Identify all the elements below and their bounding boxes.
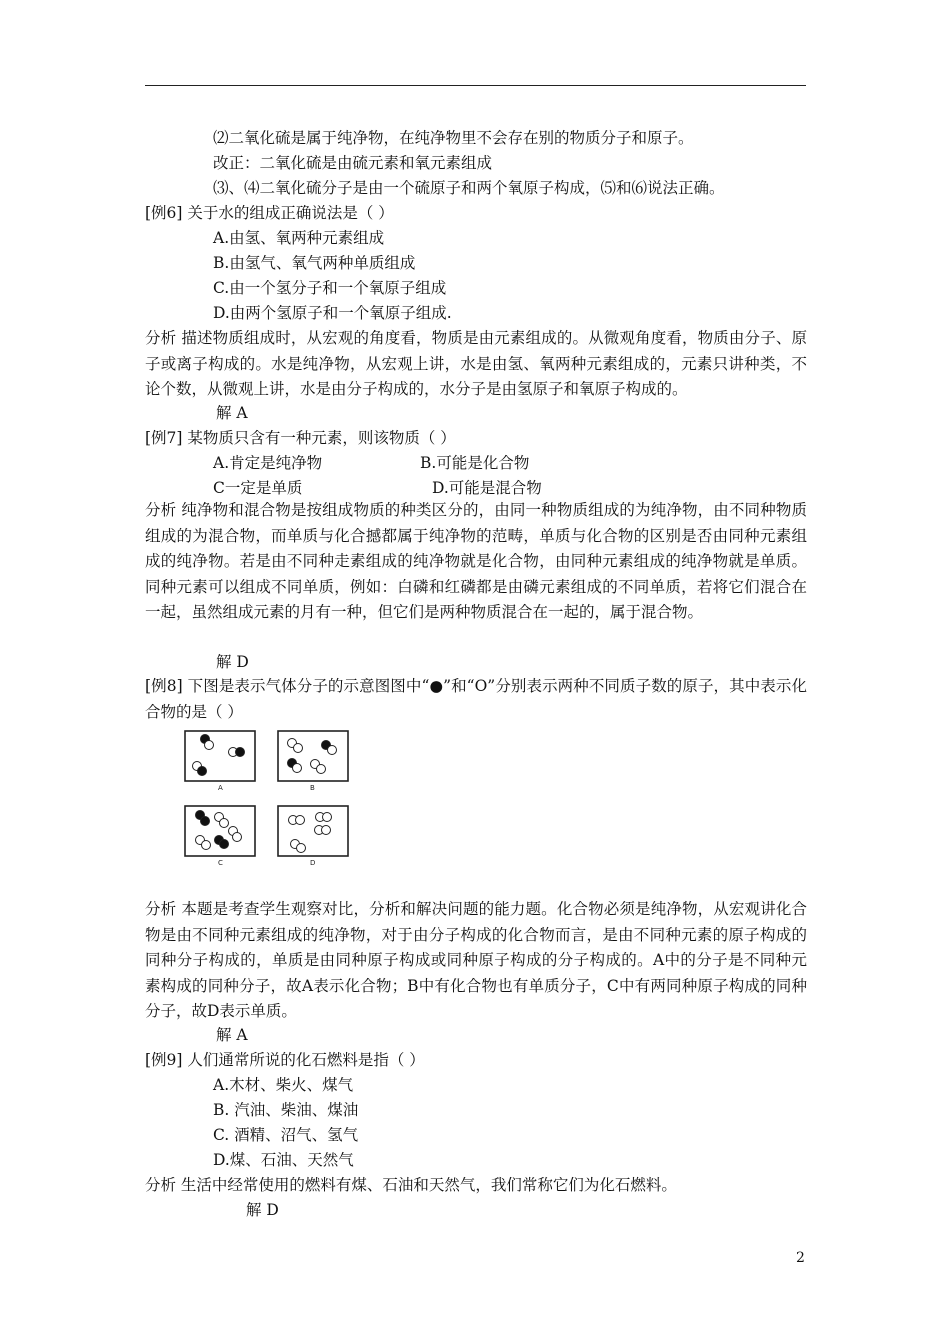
- question-8: [例8] 下图是表示气体分子的示意图图中“●”和“O”分别表示两种不同质子数的原子，其中表示化合物的是（ ）: [145, 677, 807, 721]
- option-c: C.由一个氢分子和一个氧原子组成: [213, 279, 447, 297]
- analysis-6: 分析 描述物质组成时，从宏观的角度看，物质是由元素组成的。从微观角度看，物质由分子、原子或离子构成的。水是纯净物，从宏观上讲，水是由氢、氧两种元素组成的，元素只讲种类，不论个数，从微观上讲，水是由分子构成的，水分子是由氢原子和氧原子构成的。: [145, 329, 807, 399]
- option-a: A.木材、柴火、煤气: [213, 1076, 354, 1094]
- answer-6: 解 A: [216, 404, 248, 422]
- molecule-diagram: [180, 728, 360, 878]
- analysis-7: 分析 纯净物和混合物是按组成物质的种类区分的，由同一种物质组成的为纯净物，由不同种物质组成的为混合物，而单质与化合撼都属于纯净物的范畴，单质与化合物的区别是否由同种元素组成的纯净物。若是由不同种走素组成的纯净物就是化合物，由同种元素组成的纯净物就是单质。同种元素可以组成不同单质，例如：白磷和红磷都是由磷元素组成的不同单质，若将它们混合在一起，虽然组成元素的月有一种，但它们是两种物质混合在一起的，属于混合物。: [145, 501, 807, 622]
- text-line: ⑵二氧化硫是属于纯净物，在纯净物里不会存在别的物质分子和原子。: [213, 129, 694, 147]
- option-b: B.可能是化合物: [420, 454, 530, 472]
- answer-7: 解 D: [216, 653, 249, 671]
- text-line: ⑶、⑷二氧化硫分子是由一个硫原子和两个氧原子构成，⑸和⑹说法正确。: [213, 179, 725, 197]
- page-number: 2: [796, 1250, 805, 1266]
- option-c: C一定是单质: [213, 479, 303, 497]
- option-a: A.由氢、氧两种元素组成: [213, 229, 385, 247]
- option-c: C. 酒精、沼气、氢气: [213, 1126, 359, 1144]
- analysis-9: 分析 生活中经常使用的燃料有煤、石油和天然气，我们常称它们为化石燃料。: [145, 1176, 677, 1194]
- option-d: D.可能是混合物: [432, 479, 542, 497]
- fig-label-d: D: [310, 859, 316, 867]
- answer-9: 解 D: [246, 1201, 279, 1219]
- text-line: 改正：二氧化硫是由硫元素和氧元素组成: [213, 154, 493, 172]
- option-a: A.肯定是纯净物: [213, 454, 323, 472]
- option-b: B. 汽油、柴油、煤油: [213, 1101, 359, 1119]
- box-a: [185, 731, 255, 781]
- fig-label-b: B: [310, 784, 315, 792]
- question-9: [例9] 人们通常所说的化石燃料是指（ ）: [145, 1051, 425, 1069]
- option-d: D.煤、石油、天然气: [213, 1151, 354, 1169]
- box-d: [278, 806, 348, 856]
- option-b: B.由氢气、氧气两种单质组成: [213, 254, 416, 272]
- header-rule: [145, 85, 806, 86]
- answer-8: 解 A: [216, 1026, 248, 1044]
- question-6: [例6] 关于水的组成正确说法是（ ）: [145, 204, 394, 222]
- fig-label-c: C: [218, 859, 223, 867]
- box-b: [278, 731, 348, 781]
- analysis-8: 分析 本题是考查学生观察对比，分析和解决问题的能力题。化合物必须是纯净物，从宏观讲化合物是由不同种元素组成的纯净物，对于由分子构成的化合物而言，是由不同种元素的原子构成的同种分子构成的，单质是由同种原子构成或同种原子构成的分子构成的。A中的分子是不同种元素构成的同种分子，故A表示化合物；B中有化合物也有单质分子，C中有两同种原子构成的同种分子，故D表示单质。: [145, 900, 807, 1021]
- question-7: [例7] 某物质只含有一种元素，则该物质（ ）: [145, 429, 456, 447]
- option-d: D.由两个氢原子和一个氧原子组成.: [213, 304, 452, 322]
- fig-label-a: A: [218, 784, 223, 792]
